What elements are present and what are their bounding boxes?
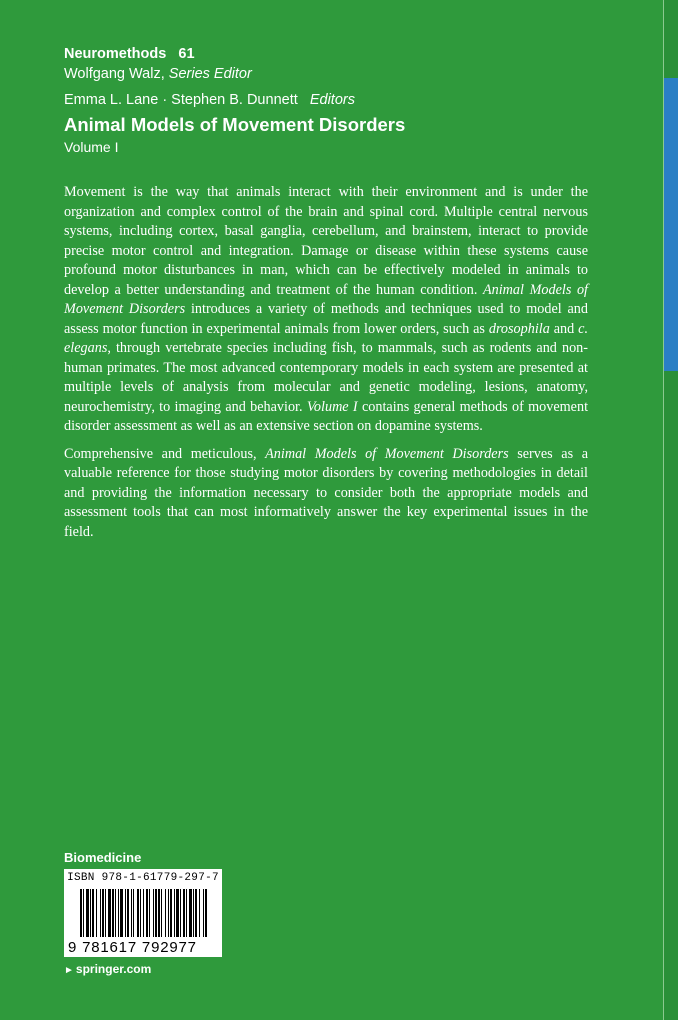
barcode-bar bbox=[143, 889, 144, 937]
book-title: Animal Models of Movement Disorders bbox=[64, 114, 406, 135]
barcode-bar bbox=[149, 889, 150, 937]
barcode-bar bbox=[125, 889, 126, 937]
blurb-paragraph-2: Comprehensive and meticulous, Animal Models of Movement Disorders serves as a valuable reference for those studying motor disorders by covering methodologies in detail and providing the information necessary to consider both the appropriate models and assessment tools that can most informatively answer the key experimental issues in the field. bbox=[64, 445, 589, 540]
blurb-paragraph-1: Movement is the way that animals interact with their environment and is under the organization and complex control of the brain and spinal cord. Multiple central nervous systems, including cortex, basal ganglia, cerebellum, and brainstem, interact to provide precise motor control and integration. Damage or disease within these systems cause profound motor disturbances in man, which can be effectively modeled in animals to develop a better understanding and treatment of the human condition. Animal Models of Movement Disorders introduces a variety of methods and techniques used to model and assess motor function in experimental animals from lower orders, such as drosophila and c. elegans, through vertebrate species including fish, to mammals, such as rodents and non-human primates. The most advanced contemporary models in each system are presented at multiple levels of analysis from molecular and genetic modeling, lesions, anatomy, neurochemistry, to imaging and behavior. Volume I contains general methods of movement disorder assessment as well as an extensive section on dopamine systems. bbox=[64, 184, 589, 434]
series-editor-role: Series Editor bbox=[168, 66, 252, 82]
series-line bbox=[64, 44, 252, 64]
barcode-bar bbox=[131, 889, 132, 937]
species-drosophila: drosophila bbox=[488, 320, 550, 337]
barcode-bar bbox=[80, 889, 82, 937]
book-editors bbox=[64, 90, 355, 110]
barcode-bar bbox=[186, 889, 187, 937]
barcode-bar bbox=[195, 889, 197, 937]
barcode-bar bbox=[120, 889, 123, 937]
barcode-bar bbox=[137, 889, 139, 937]
url-text: springer.com bbox=[75, 962, 152, 976]
barcode-bar bbox=[165, 889, 166, 937]
publisher-url[interactable] bbox=[64, 962, 151, 976]
barcode-bar bbox=[203, 889, 204, 937]
series-editor-name: Wolfgang Walz, bbox=[64, 66, 165, 82]
barcode-bars bbox=[80, 889, 208, 939]
barcode-bar bbox=[153, 889, 154, 937]
book-title-italic: Animal Models of Movement Disorders bbox=[265, 445, 509, 462]
imprint-label: Biomedicine bbox=[64, 850, 142, 865]
series-info bbox=[64, 44, 252, 84]
barcode-bar bbox=[86, 889, 89, 937]
barcode-bar bbox=[168, 889, 169, 937]
description-blurb bbox=[64, 183, 588, 550]
barcode-bar bbox=[140, 889, 141, 937]
barcode-bar bbox=[102, 889, 104, 937]
barcode-bar bbox=[92, 889, 94, 937]
barcode-bar bbox=[193, 889, 194, 937]
barcode-bar bbox=[176, 889, 179, 937]
series-name: Neuromethods bbox=[64, 46, 167, 62]
barcode-bar bbox=[189, 889, 192, 937]
barcode-bar bbox=[105, 889, 106, 937]
barcode-bar bbox=[118, 889, 119, 937]
barcode-bar bbox=[146, 889, 148, 937]
spine-color-band bbox=[664, 78, 678, 371]
editor-names: Emma L. Lane · Stephen B. Dunnett bbox=[64, 92, 298, 108]
isbn-barcode bbox=[64, 869, 222, 957]
barcode-bar bbox=[96, 889, 97, 937]
barcode-bar bbox=[158, 889, 160, 937]
species-elegans: c. elegans bbox=[64, 320, 588, 356]
barcode-bar bbox=[100, 889, 101, 937]
barcode-bar bbox=[205, 889, 207, 937]
barcode-bar bbox=[83, 889, 84, 937]
barcode-bar bbox=[90, 889, 91, 937]
arrow-icon: ► bbox=[64, 965, 74, 976]
barcode-bar bbox=[180, 889, 181, 937]
book-title-italic: Animal Models of Movement Disorders bbox=[64, 281, 588, 317]
barcode-bar bbox=[115, 889, 116, 937]
series-number: 61 bbox=[178, 46, 195, 62]
barcode-bar bbox=[183, 889, 185, 937]
barcode-bar bbox=[133, 889, 134, 937]
book-volume: Volume I bbox=[64, 139, 119, 155]
barcode-bar bbox=[174, 889, 175, 937]
barcode-bar bbox=[199, 889, 200, 937]
editors-role: Editors bbox=[309, 92, 355, 108]
ean-digits: 9 781617 792977 bbox=[68, 939, 197, 956]
barcode-bar bbox=[127, 889, 129, 937]
barcode-bar bbox=[112, 889, 114, 937]
barcode-bar bbox=[161, 889, 162, 937]
series-editor-line bbox=[64, 64, 252, 84]
barcode-bar bbox=[155, 889, 157, 937]
barcode-bar bbox=[170, 889, 172, 937]
isbn-text: ISBN 978-1-61779-297-7 bbox=[67, 872, 219, 884]
volume-italic: Volume I bbox=[306, 398, 358, 415]
barcode-bar bbox=[108, 889, 111, 937]
